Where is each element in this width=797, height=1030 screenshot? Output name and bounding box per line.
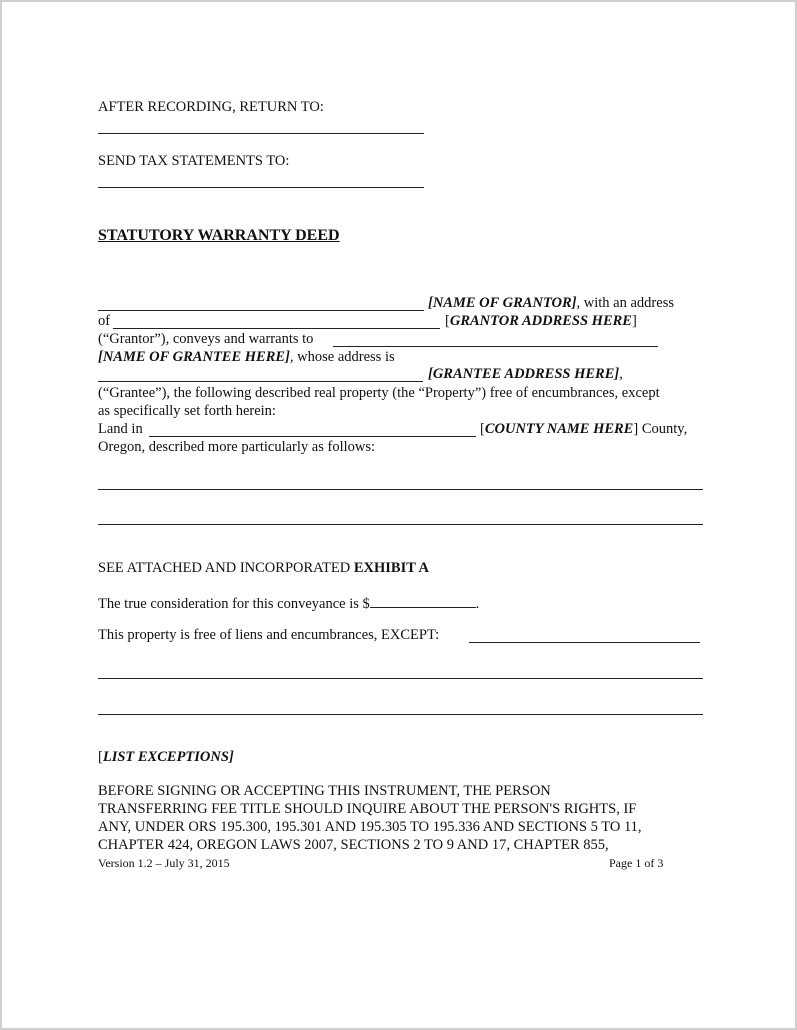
- notice-line-2: TRANSFERRING FEE TITLE SHOULD INQUIRE ABOUT THE PERSON'S RIGHTS, IF: [98, 801, 637, 817]
- liens-blank: [469, 642, 700, 643]
- grantee-address-line: [GRANTEE ADDRESS HERE],: [428, 366, 623, 382]
- consideration-amount-blank: [370, 594, 476, 608]
- return-to-blank: [98, 133, 424, 134]
- liens-text: This property is free of liens and encumbrances, EXCEPT:: [98, 627, 440, 643]
- county-line: [COUNTY NAME HERE] County,: [480, 421, 688, 437]
- grantor-address-placeholder: GRANTOR ADDRESS HERE: [449, 313, 632, 329]
- notice-line-4: CHAPTER 424, OREGON LAWS 2007, SECTIONS 2 TO 9 AND 17, CHAPTER 855,: [98, 837, 609, 853]
- whose-address-text: , whose address is: [289, 349, 395, 365]
- exhibit-line: SEE ATTACHED AND INCORPORATED EXHIBIT A: [98, 560, 429, 576]
- document-title: STATUTORY WARRANTY DEED: [98, 227, 340, 244]
- grantee-address-placeholder: [GRANTEE ADDRESS HERE]: [428, 366, 620, 382]
- version-footer: Version 1.2 – July 31, 2015: [98, 856, 230, 870]
- tax-statements-label: SEND TAX STATEMENTS TO:: [98, 153, 290, 169]
- list-exceptions-line: [LIST EXCEPTIONS]: [98, 749, 234, 765]
- grantee-address-blank: [98, 381, 423, 382]
- grantor-address-blank: [113, 328, 440, 329]
- grantor-line: [428, 295, 674, 312]
- grantee-name-placeholder: [NAME OF GRANTEE HERE]: [98, 349, 290, 365]
- conveys-text: (“Grantor”), conveys and warrants to: [98, 331, 314, 347]
- county-blank: [149, 436, 476, 437]
- grantee-line: [98, 349, 395, 366]
- of-text: of: [98, 313, 111, 329]
- described-text: Oregon, described more particularly as follows:: [98, 439, 376, 455]
- exhibit-a-label: EXHIBIT A: [353, 560, 429, 576]
- land-in-text: Land in: [98, 421, 143, 437]
- with-address-text: , with an address: [576, 295, 674, 311]
- tax-statements-blank: [98, 187, 424, 188]
- county-placeholder: COUNTY NAME HERE: [484, 421, 634, 437]
- description-blank-1: [98, 489, 703, 490]
- property-line-1: (“Grantee”), the following described real property (the “Property”) free of encumbrances, except: [98, 385, 660, 401]
- exceptions-blank-1: [98, 678, 703, 679]
- notice-line-3: ANY, UNDER ORS 195.300, 195.301 AND 195.305 TO 195.336 AND SECTIONS 5 TO 11,: [98, 819, 642, 835]
- return-to-label: AFTER RECORDING, RETURN TO:: [98, 99, 324, 115]
- consideration-line: The true consideration for this conveyance is $ .: [98, 596, 480, 612]
- grantor-name-placeholder: [NAME OF GRANTOR]: [428, 295, 577, 311]
- notice-line-1: BEFORE SIGNING OR ACCEPTING THIS INSTRUMENT, THE PERSON: [98, 783, 551, 799]
- grantor-name-blank: [98, 310, 424, 311]
- property-line-2: as specifically set forth herein:: [98, 403, 276, 419]
- description-blank-2: [98, 524, 703, 525]
- grantee-name-blank: [333, 346, 658, 347]
- exceptions-blank-2: [98, 714, 703, 715]
- grantor-address-line: [GRANTOR ADDRESS HERE]: [445, 313, 637, 329]
- list-exceptions-placeholder: LIST EXCEPTIONS]: [102, 749, 234, 765]
- page-number-footer: Page 1 of 3: [609, 856, 664, 870]
